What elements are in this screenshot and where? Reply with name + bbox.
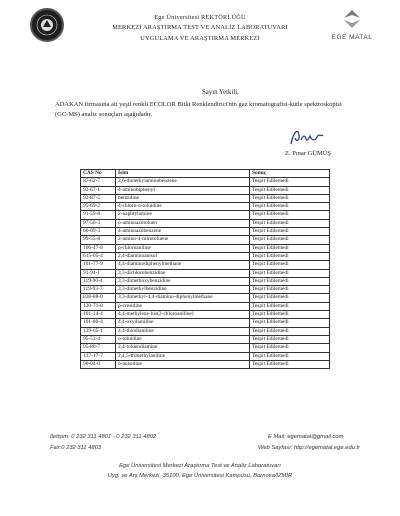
name-cell: 2-amino-4-nitrotoluene (116, 236, 250, 244)
header-result: Sonuç (250, 170, 330, 178)
cas-no-cell: 91-94-1 (81, 269, 116, 277)
name-cell: 2,4-diaminoanisol (116, 252, 250, 260)
table-row (81, 178, 330, 186)
cas-no-cell: 120-71-8 (81, 302, 116, 310)
table-row (81, 269, 330, 277)
result-cell: Tespit Edilemedi (250, 244, 330, 252)
table-row (81, 360, 330, 368)
result-cell: Tespit Edilemedi (250, 344, 330, 352)
table-row (81, 211, 330, 219)
result-cell: Tespit Edilemedi (250, 261, 330, 269)
result-cell: Tespit Edilemedi (250, 319, 330, 327)
salutation: Sayın Yetkili, (202, 89, 239, 96)
table-row (81, 335, 330, 343)
name-cell: o-anisidine (116, 360, 250, 368)
name-cell: 2,6-dimethylaminobenzene (116, 178, 250, 186)
table-row (81, 186, 330, 194)
name-cell: 2-naphtylamine (116, 211, 250, 219)
header-line-2: MERKEZİ ARAŞTIRMA TEST VE ANALİZ LABORATUVARI (112, 24, 288, 31)
footer-phone: İletişim: 0 232 311 4801 - 0 232 311 4802 (50, 434, 157, 440)
table-row (81, 236, 330, 244)
signature-graphic (288, 127, 328, 147)
table-row (81, 228, 330, 236)
result-cell: Tespit Edilemedi (250, 360, 330, 368)
header-name: İsim (116, 170, 250, 178)
name-cell: 4,4-methylene-bis(2-chloroaniline) (116, 311, 250, 319)
footer-address-1: Ege Üniversitesi Merkezi Araştırma Test ve Analiz Laboratuvarı (119, 463, 281, 469)
footer-web: Web Sayfası: http://egematal.ege.edu.tr (258, 445, 361, 451)
name-cell: o-toluidine (116, 335, 250, 343)
cas-no-cell: 90-04-0 (81, 360, 116, 368)
footer-address-2: Uyg. ve Arş Merkezi, 35100, Ege Üniversitesi Kampüsü, Bornova/İZMİR (107, 473, 293, 479)
name-cell: 3,3-dimethoxybenzidine (116, 277, 250, 285)
cas-no-cell: 95-53-4 (81, 335, 116, 343)
cas-no-cell: 838-88-0 (81, 294, 116, 302)
name-cell: 4,4-diaminodiphenylmethane (116, 261, 250, 269)
table-row (81, 194, 330, 202)
cas-no-cell: 60-09-3 (81, 228, 116, 236)
result-cell: Tespit Edilemedi (250, 211, 330, 219)
name-cell: p-cresidine (116, 302, 250, 310)
signatory-name: Z. Pınar GÜMÜŞ (285, 150, 332, 157)
matal-logo-icon (322, 6, 382, 34)
name-cell: 3,3-dichlorobenzidine (116, 269, 250, 277)
name-cell: 3,3-dimethylbenzidine (116, 286, 250, 294)
result-cell: Tespit Edilemedi (250, 269, 330, 277)
name-cell: 3,3-dimethyl-4,4-diamino-diphenylmethane (116, 294, 250, 302)
table-row (81, 286, 330, 294)
table-row (81, 302, 330, 310)
table-row (81, 294, 330, 302)
header-cas-no: CAS No (81, 170, 116, 178)
table-row (81, 344, 330, 352)
name-cell: benzidine (116, 194, 250, 202)
result-cell: Tespit Edilemedi (250, 236, 330, 244)
result-cell: Tespit Edilemedi (250, 302, 330, 310)
table-row (81, 327, 330, 335)
name-cell: 4-chloro-o-toluidine (116, 203, 250, 211)
result-cell: Tespit Edilemedi (250, 286, 330, 294)
result-cell: Tespit Edilemedi (250, 335, 330, 343)
results-table (80, 169, 330, 369)
cas-no-cell: 101-14-4 (81, 311, 116, 319)
table-row (81, 352, 330, 360)
result-cell: Tespit Edilemedi (250, 252, 330, 260)
header-line-3: UYGULAMA VE ARAŞTIRMA MERKEZİ (140, 35, 260, 42)
name-cell: 4,4-thiodianiline (116, 327, 250, 335)
name-cell: o-aminoazotoluen (116, 219, 250, 227)
cas-no-cell: 119-93-7 (81, 286, 116, 294)
result-cell: Tespit Edilemedi (250, 178, 330, 186)
result-cell: Tespit Edilemedi (250, 277, 330, 285)
cas-no-cell: 615-05-4 (81, 252, 116, 260)
cas-no-cell: 92-87-5 (81, 194, 116, 202)
name-cell: 4,4-oxydianiline (116, 319, 250, 327)
body-paragraph: ADAKAN firmasına ait yeşil renkli ECOLOR Bitki Renklendirici'nin gaz kromatografisi-kütle spektroskopisi (GC-MS) analiz sonuçları aşağıdadır. (55, 101, 342, 118)
brand-name: EGE MATAL (331, 34, 373, 41)
table-row (81, 203, 330, 211)
table-row (81, 261, 330, 269)
cas-no-cell: 101-77-9 (81, 261, 116, 269)
cas-no-cell: 137-17-7 (81, 352, 116, 360)
result-cell: Tespit Edilemedi (250, 186, 330, 194)
footer-fax: Fax:0 232 311 4803 (50, 445, 102, 451)
table-row (81, 277, 330, 285)
result-cell: Tespit Edilemedi (250, 352, 330, 360)
cas-no-cell: 106-47-8 (81, 244, 116, 252)
cas-no-cell: 95-80-7 (81, 344, 116, 352)
result-cell: Tespit Edilemedi (250, 311, 330, 319)
name-cell: p-chloroaniline (116, 244, 250, 252)
handwritten-signature (288, 127, 328, 152)
cas-no-cell: 99-55-8 (81, 236, 116, 244)
cas-no-cell: 92-67-1 (81, 186, 116, 194)
name-cell: 2,4-toluendiamine (116, 344, 250, 352)
result-cell: Tespit Edilemedi (250, 219, 330, 227)
table-row (81, 311, 330, 319)
cas-no-cell: 97-56-3 (81, 219, 116, 227)
table-row (81, 219, 330, 227)
result-cell: Tespit Edilemedi (250, 294, 330, 302)
cas-no-cell: 87-62-7 (81, 178, 116, 186)
result-cell: Tespit Edilemedi (250, 194, 330, 202)
header-line-1: Ege Üniversitesi REKTÖRLÜĞÜ (154, 14, 246, 21)
footer-email: E Mail: egematal@gmail.com (268, 434, 344, 440)
cas-no-cell: 101-80-4 (81, 319, 116, 327)
table-row (81, 252, 330, 260)
table-header-row (81, 170, 330, 178)
name-cell: 4-aminoazobenzene (116, 228, 250, 236)
cas-no-cell: 95-69-2 (81, 203, 116, 211)
result-cell: Tespit Edilemedi (250, 203, 330, 211)
table-row (81, 244, 330, 252)
result-cell: Tespit Edilemedi (250, 228, 330, 236)
cas-no-cell: 139-65-1 (81, 327, 116, 335)
cas-no-cell: 119-90-4 (81, 277, 116, 285)
ege-matal-logo (322, 6, 382, 39)
name-cell: 4-aminobiphenyl (116, 186, 250, 194)
result-cell: Tespit Edilemedi (250, 327, 330, 335)
cas-no-cell: 91-59-8 (81, 211, 116, 219)
table-row (81, 319, 330, 327)
name-cell: 2,4,5-trimethylaniline (116, 352, 250, 360)
